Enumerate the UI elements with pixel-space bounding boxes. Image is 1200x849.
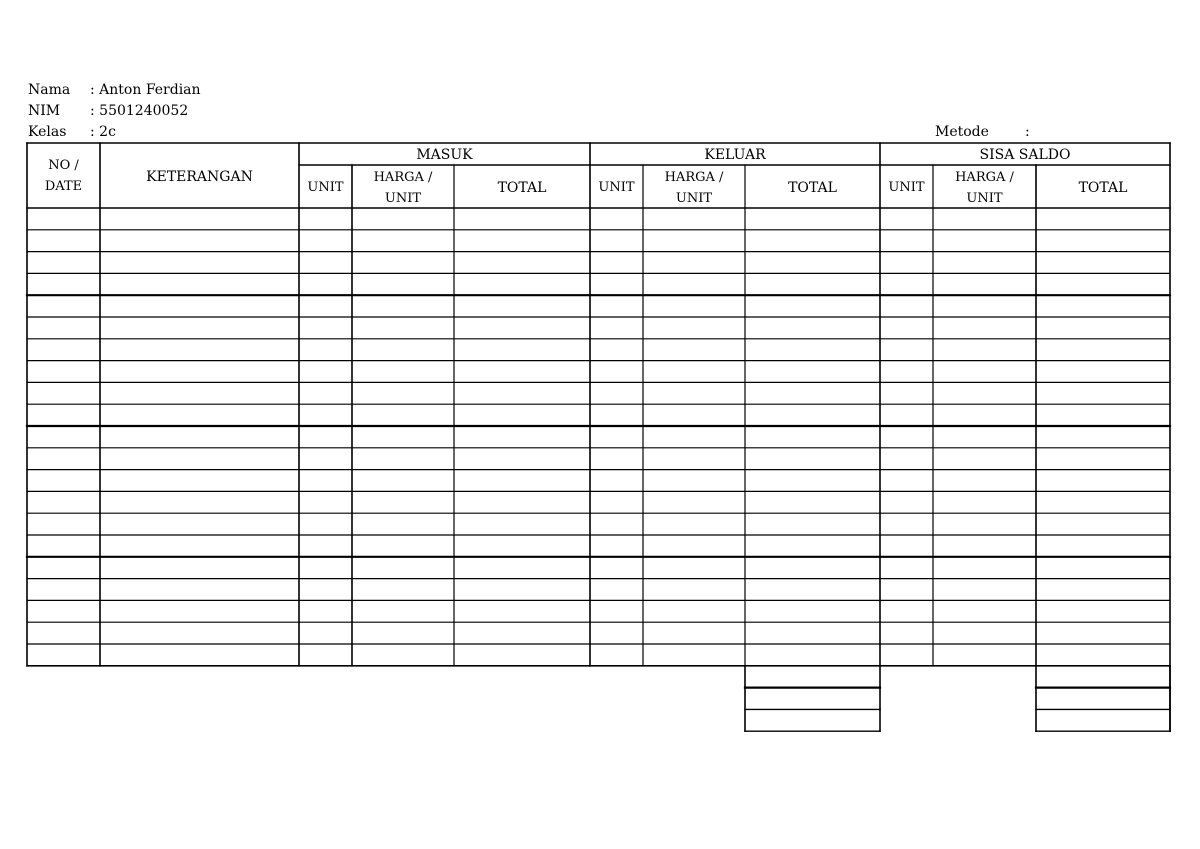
name-value: : Anton Ferdian [90, 82, 201, 98]
name-label: Nama [28, 82, 71, 98]
class-value: : 2c [90, 124, 116, 140]
method-label: Metode [935, 124, 989, 140]
header-group-1: MASUK [416, 147, 473, 163]
header-keterangan: KETERANGAN [146, 169, 253, 185]
header-harga-unit: UNIT [675, 191, 713, 206]
header-unit: UNIT [888, 180, 925, 195]
method-value: : [1025, 124, 1030, 140]
header-no: NO / [48, 158, 79, 173]
header-date: DATE [44, 179, 83, 194]
header-harga: HARGA / [664, 170, 724, 185]
header-harga-unit: UNIT [384, 191, 422, 206]
header-total: TOTAL [1078, 180, 1128, 196]
nim-label: NIM [28, 103, 61, 119]
header-harga-unit: UNIT [966, 191, 1003, 206]
header-total: TOTAL [788, 180, 837, 196]
nim-value: : 5501240052 [90, 103, 189, 119]
header-unit: UNIT [307, 180, 344, 195]
header-harga: HARGA / [955, 170, 1014, 185]
header-group-2: KELUAR [704, 147, 766, 163]
header-total: TOTAL [497, 180, 547, 196]
header-unit: UNIT [598, 180, 635, 195]
header-harga: HARGA / [373, 170, 433, 185]
class-label: Kelas [28, 124, 67, 140]
header-group-3: SISA SALDO [979, 147, 1071, 163]
